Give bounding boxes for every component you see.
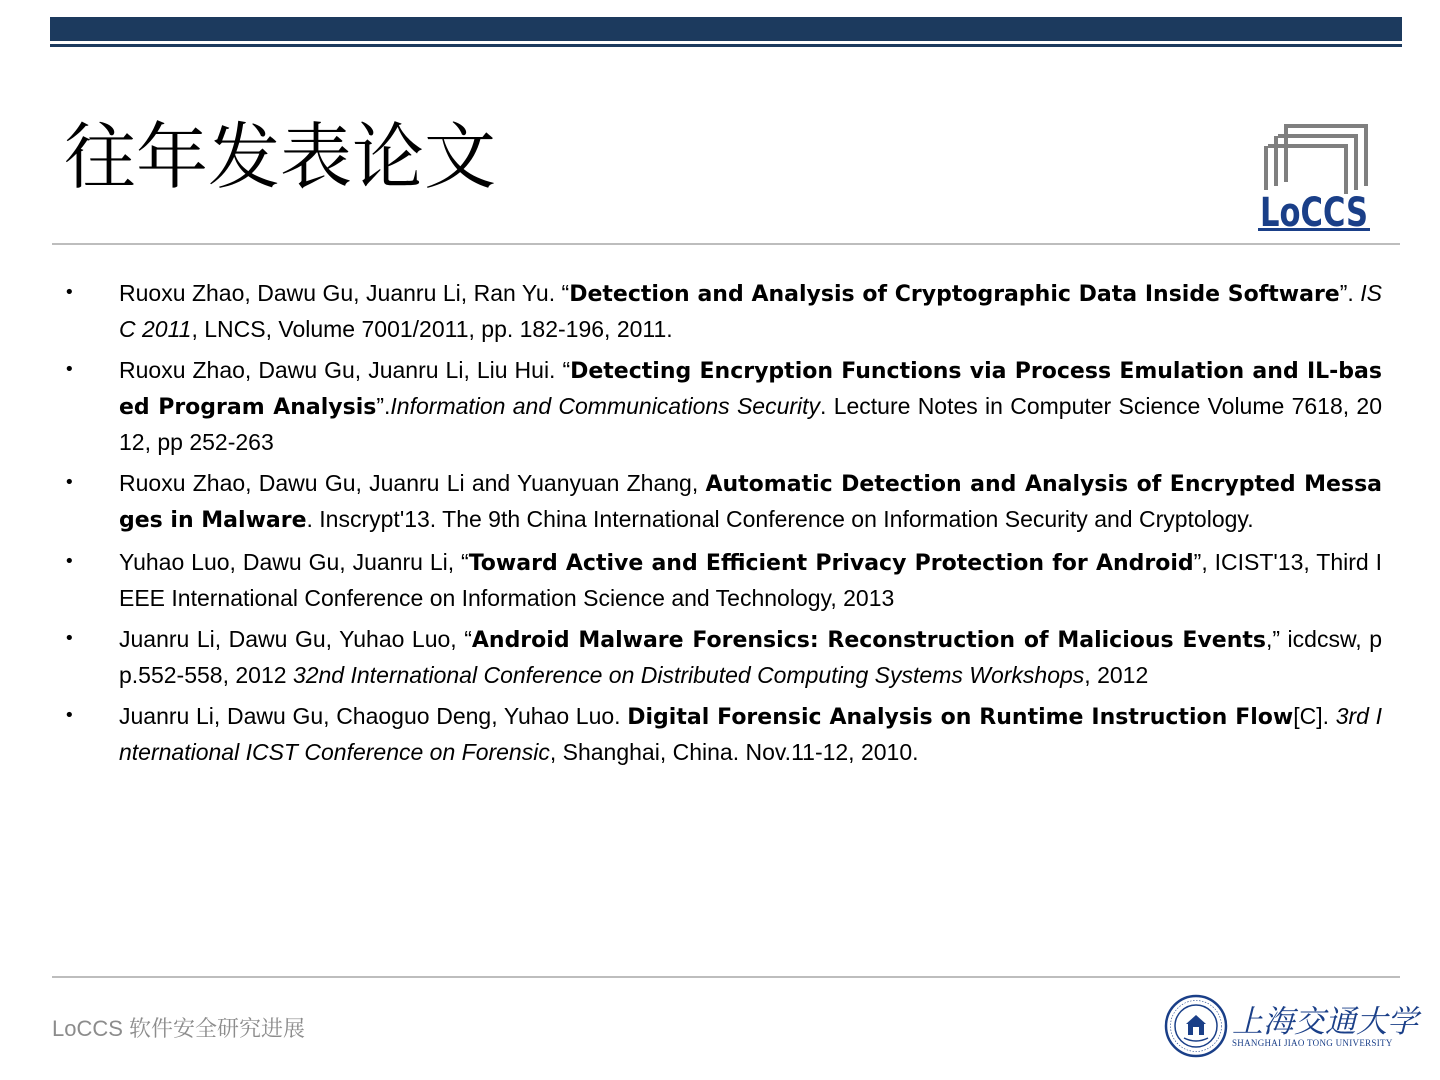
header-bar bbox=[50, 17, 1402, 41]
list-item bbox=[62, 276, 1382, 346]
paper-venue: Information and Communications Security bbox=[390, 393, 821, 419]
university-name-en: SHANGHAI JIAO TONG UNIVERSITY bbox=[1232, 1038, 1393, 1048]
reference-text: Yuhao Luo, Dawu Gu, Juanru Li, “Toward Active and Efficient Privacy Protection for Android”, ICIST'13, Third IEEE International Conference on Information Science and Technology, 2013 bbox=[119, 549, 1383, 611]
list-item bbox=[62, 545, 1382, 615]
paper-venue: 32nd International Conference on Distributed Computing Systems Workshops bbox=[292, 662, 1085, 688]
reference-list bbox=[62, 276, 1382, 776]
paper-title: Digital Forensic Analysis on Runtime Instruction Flow bbox=[627, 705, 1294, 730]
paper-venue: 3rd International ICST Conference on Forensic bbox=[119, 703, 1382, 765]
footer-divider bbox=[52, 976, 1400, 978]
bullet: • bbox=[64, 282, 75, 303]
list-item bbox=[62, 622, 1382, 692]
bullet: • bbox=[64, 359, 75, 380]
bullet: • bbox=[64, 628, 75, 649]
header-line bbox=[50, 44, 1402, 47]
paper-title: Android Malware Forensics: Reconstruction of Malicious Events bbox=[471, 628, 1266, 653]
paper-venue: ISC 2011 bbox=[119, 280, 1382, 342]
bullet: • bbox=[64, 551, 75, 572]
loccs-logo bbox=[1254, 122, 1374, 234]
paper-title: Detection and Analysis of Cryptographic Data Inside Software bbox=[569, 282, 1340, 307]
slide-title: 往年发表论文 bbox=[64, 115, 497, 199]
university-seal-icon bbox=[1164, 994, 1228, 1058]
paper-title: Detecting Encryption Functions via Process Emulation and IL-based Program Analysis bbox=[119, 359, 1382, 420]
reference-text: Ruoxu Zhao, Dawu Gu, Juanru Li and Yuanyuan Zhang, Automatic Detection and Analysis of Encrypted Messages in Malware. Inscrypt'13. The 9th China International Conference on Information Security and Cryptology. bbox=[119, 470, 1383, 533]
reference-text: Juanru Li, Dawu Gu, Yuhao Luo, “Android Malware Forensics: Reconstruction of Malicious Events,” icdcsw, pp.552-558, 2012 32nd International Conference on Distributed Computing Systems Workshops, 2012 bbox=[119, 626, 1382, 688]
svg-text:LoCCS: LoCCS bbox=[1260, 190, 1368, 236]
university-logo bbox=[1164, 994, 1418, 1060]
reference-text: Ruoxu Zhao, Dawu Gu, Juanru Li, Ran Yu. “Detection and Analysis of Cryptographic Data Inside Software”. ISC 2011, LNCS, Volume 7001/2011, pp. 182-196, 2011. bbox=[119, 280, 1382, 342]
list-item bbox=[62, 353, 1382, 459]
reference-text: Ruoxu Zhao, Dawu Gu, Juanru Li, Liu Hui. “Detecting Encryption Functions via Process Emulation and IL-based Program Analysis”.Information and Communications Security. Lecture Notes in Computer Science Volume 7618, 2012, pp 252-263 bbox=[119, 357, 1382, 455]
title-divider bbox=[52, 243, 1400, 245]
reference-text: Juanru Li, Dawu Gu, Chaoguo Deng, Yuhao Luo. Digital Forensic Analysis on Runtime Instruction Flow[C]. 3rd International ICST Conference on Forensic, Shanghai, China. Nov.11-12, 2010. bbox=[119, 703, 1382, 765]
university-name-cn: 上海交通大学 bbox=[1232, 1004, 1418, 1040]
bullet: • bbox=[64, 472, 75, 493]
paper-title: Toward Active and Efficient Privacy Protection for Android bbox=[468, 551, 1194, 576]
list-item bbox=[62, 466, 1382, 538]
list-item bbox=[62, 699, 1382, 769]
bullet: • bbox=[64, 705, 75, 726]
footer-text: LoCCS 软件安全研究进展 bbox=[52, 1016, 306, 1041]
paper-title: Automatic Detection and Analysis of Encrypted Messages in Malware bbox=[119, 472, 1383, 533]
